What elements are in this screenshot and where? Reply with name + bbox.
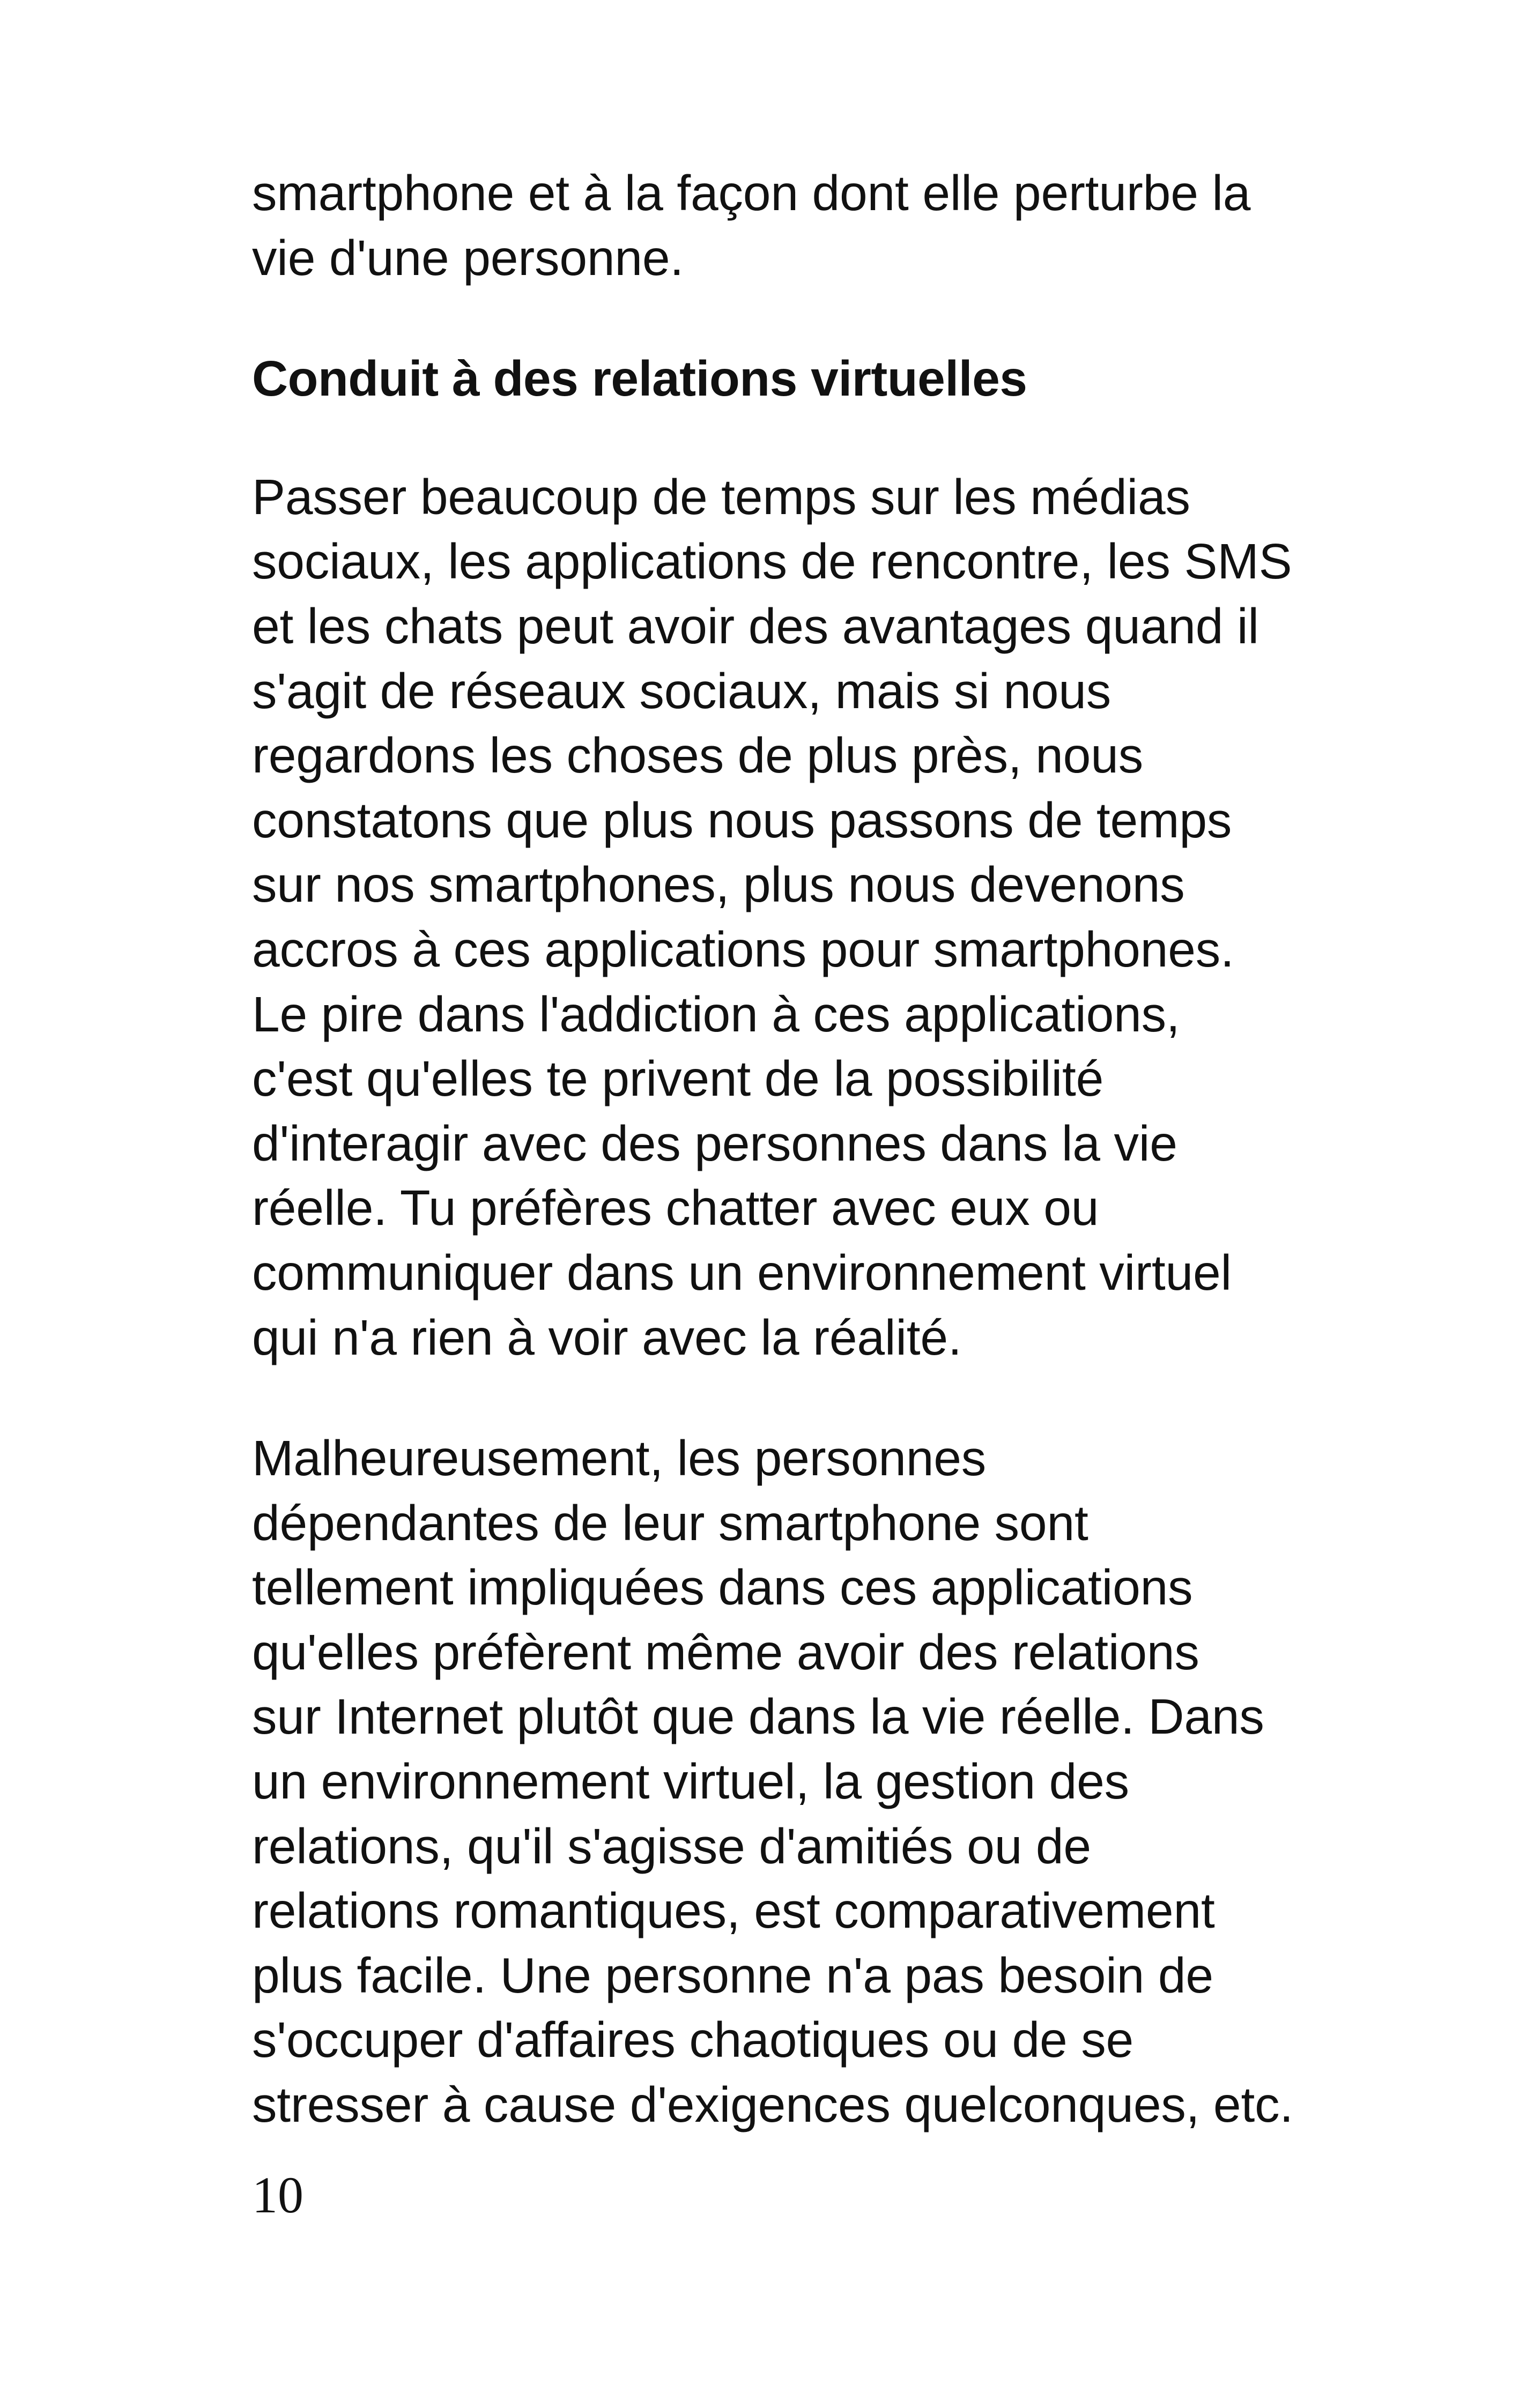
body-paragraph: Malheureusement, les personnes dépendantes de leur smartphone sont tellement impliquées dans ces applications qu'elles préfèrent même avoir des relations sur Internet plutôt que dans la vie réelle. Dans un environnement virtuel, la gestion des relations, qu'il s'agisse d'amitiés ou de relations romantiques, est comparativement plus facile. Une personne n'a pas besoin de s'occuper d'affaires chaotiques ou de se stresser à cause d'exigences quelconques, etc. (252, 1430, 1294, 2133)
page-number: 10 (252, 2166, 303, 2224)
spacer (252, 411, 1324, 465)
body-paragraph: Passer beaucoup de temps sur les médias sociaux, les applications de rencontre, les SMS et les chats peut avoir des avantages quand il s'agit de réseaux sociaux, mais si nous regardons les choses de plus près, nous constatons que plus nous passons de temps sur nos smartphones, plus nous devenons accros à ces applications pour smartphones. Le pire dans l'addiction à ces applications, c'est qu'elles te privent de la possibilité d'interagir avec des personnes dans la vie réelle. Tu préfères chatter avec eux ou communiquer dans un environnement virtuel qui n'a rien à voir avec la réalité. (252, 469, 1292, 1365)
section-heading: Conduit à des relations virtuelles (252, 351, 1027, 407)
spacer (252, 290, 1324, 346)
page-content (252, 161, 1324, 2137)
spacer (252, 1370, 1324, 1426)
intro-paragraph: smartphone et à la façon dont elle perturbe la vie d'une personne. (252, 165, 1251, 286)
